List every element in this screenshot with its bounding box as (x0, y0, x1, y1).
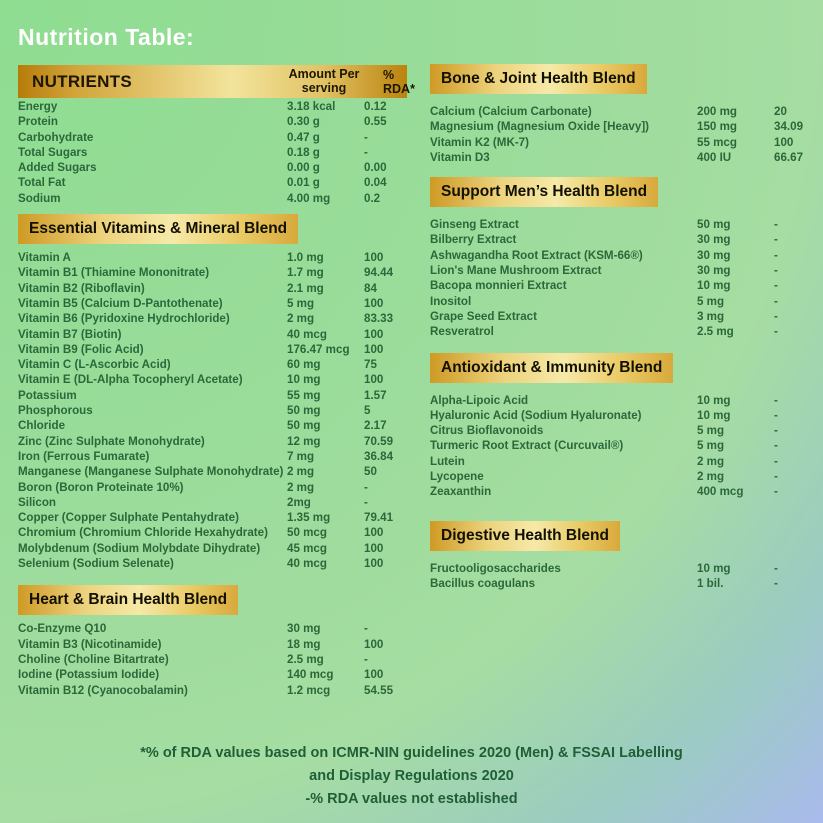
row-nutrient-name: Protein (18, 115, 58, 129)
row-rda: - (774, 408, 778, 422)
nutrients-header-label: NUTRIENTS (32, 71, 132, 91)
row-nutrient-name: Vitamin D3 (430, 150, 490, 164)
row-amount: 10 mg (697, 279, 731, 293)
row-rda: - (774, 576, 778, 590)
row-nutrient-name: Vitamin B5 (Calcium D-Pantothenate) (18, 296, 223, 310)
table-row (430, 119, 812, 134)
footnote (0, 742, 823, 811)
row-rda: 100 (774, 135, 794, 149)
row-rda: 83.33 (364, 312, 394, 326)
row-nutrient-name: Phosphorous (18, 404, 93, 418)
row-rda: 79.41 (364, 511, 394, 525)
row-amount: 0.01 g (287, 176, 320, 190)
row-rda: 66.67 (774, 150, 804, 164)
table-row (430, 484, 812, 499)
row-rda: 0.55 (364, 115, 387, 129)
table-row (430, 469, 812, 484)
row-rda: 50 (364, 465, 377, 479)
row-amount: 10 mg (287, 373, 321, 387)
row-amount: 50 mg (697, 218, 731, 232)
row-nutrient-name: Citrus Bioflavonoids (430, 424, 544, 438)
row-rda: 34.09 (774, 120, 804, 134)
row-amount: 1.2 mcg (287, 683, 331, 697)
row-rda: - (364, 480, 368, 494)
table-row (18, 510, 407, 525)
row-amount: 2 mg (287, 465, 315, 479)
table-row (430, 408, 812, 423)
right-sections (430, 64, 812, 591)
table-row (18, 480, 407, 495)
table-row (430, 263, 812, 278)
row-amount: 1.35 mg (287, 511, 331, 525)
table-row (18, 160, 407, 175)
row-rda: 100 (364, 327, 384, 341)
table-row (18, 667, 407, 682)
row-amount: 2.1 mg (287, 281, 324, 295)
table-row (18, 342, 407, 357)
rda-header: % RDA* (383, 67, 415, 96)
row-nutrient-name: Chromium (Chromium Chloride Hexahydrate) (18, 526, 268, 540)
table-row (430, 309, 812, 324)
row-amount: 60 mg (287, 358, 321, 372)
row-amount: 200 mg (697, 105, 737, 118)
amount-per-serving-header: Amount Per serving (288, 67, 360, 95)
row-nutrient-name: Ashwagandha Root Extract (KSM-66®) (430, 248, 643, 262)
table-row (430, 576, 812, 591)
table-row (430, 217, 812, 232)
table-row (18, 683, 407, 698)
table-row (18, 250, 407, 265)
table-row (430, 561, 812, 576)
row-rda: - (774, 233, 778, 247)
row-nutrient-name: Vitamin B1 (Thiamine Mononitrate) (18, 266, 210, 280)
table-row (18, 145, 407, 160)
table-row (18, 418, 407, 433)
table-row (430, 294, 812, 309)
table-row (430, 150, 812, 165)
table-row (18, 388, 407, 403)
blend-section (430, 521, 812, 592)
row-rda: 70.59 (364, 434, 394, 448)
row-nutrient-name: Zeaxanthin (430, 485, 492, 499)
row-nutrient-name: Alpha-Lipoic Acid (430, 393, 529, 407)
table-row (18, 525, 407, 540)
table-row (18, 175, 407, 190)
row-nutrient-name: Bacillus coagulans (430, 576, 536, 590)
row-amount: 5 mg (697, 294, 725, 308)
section-header: Antioxidant & Immunity Blend (430, 353, 673, 383)
row-rda: - (364, 652, 368, 666)
row-amount: 50 mg (287, 419, 321, 433)
row-nutrient-name: Vitamin A (18, 251, 71, 265)
row-nutrient-name: Fructooligosaccharides (430, 561, 561, 575)
row-nutrient-name: Manganese (Manganese Sulphate Monohydrate) (18, 465, 284, 479)
row-amount: 40 mcg (287, 327, 327, 341)
table-row (430, 324, 812, 339)
row-nutrient-name: Energy (18, 100, 58, 113)
row-nutrient-name: Selenium (Sodium Selenate) (18, 557, 174, 571)
row-nutrient-name: Vitamin B12 (Cyanocobalamin) (18, 683, 188, 697)
row-rda: - (774, 470, 778, 484)
row-nutrient-name: Bacopa monnieri Extract (430, 279, 567, 293)
row-rda: - (364, 622, 368, 636)
table-row (18, 327, 407, 342)
table-row (430, 393, 812, 408)
row-rda: 94.44 (364, 266, 394, 280)
section-rows (430, 217, 812, 339)
row-rda: 100 (364, 541, 384, 555)
table-row (18, 357, 407, 372)
row-amount: 30 mg (287, 622, 321, 636)
section-header: Heart & Brain Health Blend (18, 585, 238, 615)
row-rda: - (774, 424, 778, 438)
basic-nutrients-rows (18, 99, 407, 206)
section-rows (18, 621, 407, 697)
table-row (18, 296, 407, 311)
row-amount: 150 mg (697, 120, 737, 134)
row-amount: 3 mg (697, 309, 725, 323)
row-nutrient-name: Total Sugars (18, 145, 88, 159)
row-rda: - (774, 325, 778, 339)
section-header: Digestive Health Blend (430, 521, 620, 551)
table-row (18, 652, 407, 667)
row-rda: 1.57 (364, 388, 387, 402)
row-rda: - (774, 454, 778, 468)
row-nutrient-name: Chloride (18, 419, 66, 433)
table-row (18, 311, 407, 326)
row-amount: 0.00 g (287, 161, 320, 175)
row-nutrient-name: Total Fat (18, 176, 66, 190)
row-amount: 7 mg (287, 449, 315, 463)
row-nutrient-name: Lion's Mane Mushroom Extract (430, 264, 602, 278)
footnote-line-2: and Display Regulations 2020 (309, 768, 514, 784)
row-nutrient-name: Vitamin B7 (Biotin) (18, 327, 122, 341)
row-rda: - (774, 485, 778, 499)
row-rda: 100 (364, 526, 384, 540)
row-nutrient-name: Copper (Copper Sulphate Pentahydrate) (18, 511, 239, 525)
row-rda: - (774, 309, 778, 323)
row-nutrient-name: Lutein (430, 454, 465, 468)
row-amount: 30 mg (697, 248, 731, 262)
row-nutrient-name: Lycopene (430, 470, 484, 484)
table-row (18, 541, 407, 556)
row-rda: 0.12 (364, 100, 387, 113)
row-rda: 75 (364, 358, 377, 372)
row-rda: - (774, 561, 778, 575)
row-amount: 0.18 g (287, 145, 320, 159)
row-nutrient-name: Silicon (18, 495, 57, 509)
table-row (430, 278, 812, 293)
blend-section (18, 585, 407, 697)
footnote-line-1: *% of RDA values based on ICMR-NIN guidelines 2020 (Men) & FSSAI Labelling (140, 745, 683, 761)
row-nutrient-name: Vitamin C (L-Ascorbic Acid) (18, 358, 171, 372)
row-amount: 400 IU (697, 150, 732, 164)
row-rda: - (774, 218, 778, 232)
table-row (430, 438, 812, 453)
row-amount: 12 mg (287, 434, 321, 448)
left-sections (18, 214, 407, 698)
row-rda: 100 (364, 637, 384, 651)
row-nutrient-name: Co-Enzyme Q10 (18, 622, 107, 636)
left-column (18, 65, 415, 698)
table-row (430, 135, 812, 150)
row-nutrient-name: Added Sugars (18, 161, 97, 175)
row-rda: 100 (364, 373, 384, 387)
row-nutrient-name: Vitamin B6 (Pyridoxine Hydrochloride) (18, 312, 230, 326)
row-amount: 2.5 mg (697, 325, 734, 339)
blend-section (430, 353, 812, 500)
row-rda: 5 (364, 404, 371, 418)
row-amount: 10 mg (697, 393, 731, 407)
row-amount: 50 mcg (287, 526, 327, 540)
row-rda: 2.17 (364, 419, 387, 433)
row-rda: 100 (364, 296, 384, 310)
row-nutrient-name: Zinc (Zinc Sulphate Monohydrate) (18, 434, 205, 448)
section-rows (18, 250, 407, 571)
row-rda: 0.00 (364, 161, 387, 175)
row-rda: 100 (364, 342, 384, 356)
row-amount: 55 mg (287, 388, 321, 402)
blend-section (430, 64, 812, 165)
row-rda: 0.2 (364, 191, 381, 205)
row-amount: 10 mg (697, 408, 731, 422)
row-nutrient-name: Ginseng Extract (430, 218, 519, 232)
table-row (18, 495, 407, 510)
row-nutrient-name: Calcium (Calcium Carbonate) (430, 105, 592, 118)
section-header: Support Men’s Health Blend (430, 177, 658, 207)
row-nutrient-name: Inositol (430, 294, 472, 308)
row-nutrient-name: Resveratrol (430, 325, 494, 339)
table-row (18, 114, 407, 129)
section-header: Bone & Joint Health Blend (430, 64, 647, 94)
table-row (430, 423, 812, 438)
row-amount: 5 mg (697, 424, 725, 438)
row-nutrient-name: Vitamin E (DL-Alpha Tocopheryl Acetate) (18, 373, 243, 387)
row-amount: 2 mg (697, 470, 725, 484)
table-row (18, 556, 407, 571)
row-amount: 2.5 mg (287, 652, 324, 666)
row-amount: 30 mg (697, 233, 731, 247)
table-row (18, 434, 407, 449)
row-nutrient-name: Vitamin K2 (MK-7) (430, 135, 529, 149)
row-nutrient-name: Magnesium (Magnesium Oxide [Heavy]) (430, 120, 650, 134)
row-amount: 50 mg (287, 404, 321, 418)
table-row (430, 248, 812, 263)
row-amount: 1.7 mg (287, 266, 324, 280)
row-amount: 18 mg (287, 637, 321, 651)
row-rda: - (364, 130, 368, 144)
row-rda: - (774, 439, 778, 453)
row-amount: 140 mcg (287, 668, 334, 682)
section-rows (430, 561, 812, 592)
row-amount: 1.0 mg (287, 251, 324, 265)
section-rows (430, 393, 812, 500)
row-nutrient-name: Potassium (18, 388, 77, 402)
row-rda: - (364, 495, 368, 509)
row-nutrient-name: Vitamin B9 (Folic Acid) (18, 342, 144, 356)
row-amount: 2mg (287, 495, 311, 509)
row-nutrient-name: Bilberry Extract (430, 233, 517, 247)
row-nutrient-name: Boron (Boron Proteinate 10%) (18, 480, 184, 494)
table-row (430, 454, 812, 469)
row-rda: 100 (364, 251, 384, 265)
row-nutrient-name: Grape Seed Extract (430, 309, 537, 323)
row-rda: 100 (364, 668, 384, 682)
row-rda: 20 (774, 105, 787, 118)
table-row (430, 104, 812, 119)
row-rda: 36.84 (364, 449, 394, 463)
table-row (18, 191, 407, 206)
row-rda: - (364, 145, 368, 159)
blend-section (430, 177, 812, 339)
row-amount: 45 mcg (287, 541, 327, 555)
row-amount: 4.00 mg (287, 191, 331, 205)
row-amount: 5 mg (287, 296, 315, 310)
row-amount: 2 mg (287, 480, 315, 494)
section-header: Essential Vitamins & Mineral Blend (18, 214, 298, 244)
row-rda: 0.04 (364, 176, 387, 190)
row-amount: 0.47 g (287, 130, 320, 144)
page-title: Nutrition Table: (18, 24, 195, 50)
table-row (18, 265, 407, 280)
row-amount: 55 mcg (697, 135, 737, 149)
row-rda: - (774, 264, 778, 278)
row-amount: 1 bil. (697, 576, 724, 590)
row-nutrient-name: Turmeric Root Extract (Curcuvail®) (430, 439, 624, 453)
row-amount: 2 mg (697, 454, 725, 468)
blend-section (18, 214, 407, 571)
table-row (18, 130, 407, 145)
row-nutrient-name: Vitamin B3 (Nicotinamide) (18, 637, 162, 651)
row-amount: 10 mg (697, 561, 731, 575)
table-row (18, 99, 407, 114)
row-rda: - (774, 294, 778, 308)
row-rda: 54.55 (364, 683, 394, 697)
table-row (18, 637, 407, 652)
row-nutrient-name: Vitamin B2 (Riboflavin) (18, 281, 145, 295)
row-amount: 176.47 mcg (287, 342, 350, 356)
row-amount: 2 mg (287, 312, 315, 326)
row-amount: 40 mcg (287, 557, 327, 571)
row-nutrient-name: Molybdenum (Sodium Molybdate Dihydrate) (18, 541, 261, 555)
row-amount: 0.30 g (287, 115, 320, 129)
row-rda: 100 (364, 557, 384, 571)
table-row (18, 403, 407, 418)
row-nutrient-name: Carbohydrate (18, 130, 94, 144)
row-amount: 400 mcg (697, 485, 744, 499)
section-rows (430, 104, 812, 165)
table-row (18, 621, 407, 636)
table-row (18, 449, 407, 464)
table-row (18, 464, 407, 479)
row-amount: 30 mg (697, 264, 731, 278)
row-nutrient-name: Choline (Choline Bitartrate) (18, 652, 169, 666)
row-nutrient-name: Hyaluronic Acid (Sodium Hyaluronate) (430, 408, 642, 422)
row-rda: - (774, 279, 778, 293)
right-column (430, 64, 812, 591)
table-row (18, 281, 407, 296)
table-row (430, 232, 812, 247)
row-amount: 5 mg (697, 439, 725, 453)
row-rda: 84 (364, 281, 377, 295)
row-rda: - (774, 393, 778, 407)
row-amount: 3.18 kcal (287, 100, 336, 113)
row-rda: - (774, 248, 778, 262)
row-nutrient-name: Iron (Ferrous Fumarate) (18, 449, 150, 463)
row-nutrient-name: Iodine (Potassium Iodide) (18, 668, 160, 682)
nutrients-header-bar (18, 65, 415, 98)
table-row (18, 372, 407, 387)
row-nutrient-name: Sodium (18, 191, 61, 205)
footnote-line-3: -% RDA values not established (305, 791, 518, 807)
